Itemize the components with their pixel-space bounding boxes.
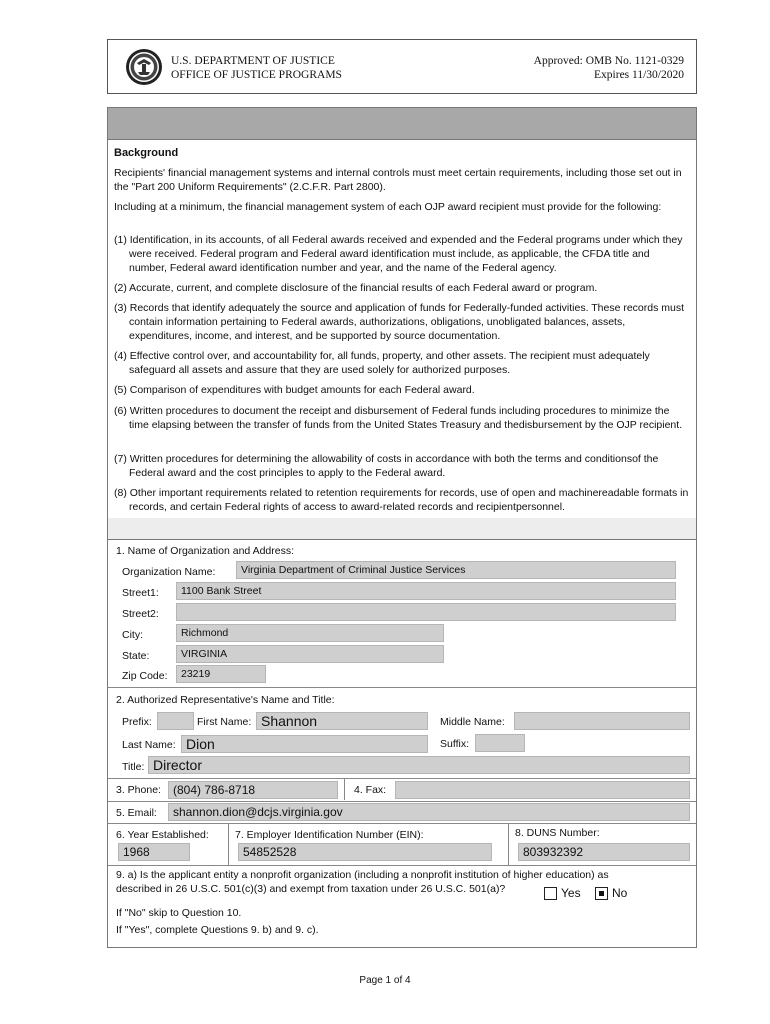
last-name-field[interactable]: Dion: [181, 735, 428, 753]
divider: [108, 778, 696, 779]
note-if-yes: If "Yes", complete Questions 9. b) and 9. c).: [116, 924, 319, 936]
year-established-label: 6. Year Established:: [116, 829, 209, 841]
divider: [108, 823, 696, 824]
street2-label: Street2:: [122, 608, 159, 620]
middle-name-field[interactable]: [514, 712, 690, 730]
middle-name-label: Middle Name:: [440, 716, 505, 728]
divider: [228, 823, 229, 865]
org-name-label: Organization Name:: [122, 566, 216, 578]
street2-field[interactable]: [176, 603, 676, 621]
divider: [108, 687, 696, 688]
year-established-field[interactable]: 1968: [118, 843, 190, 861]
state-field[interactable]: VIRGINIA: [176, 645, 444, 663]
email-field[interactable]: shannon.dion@dcjs.virginia.gov: [168, 803, 690, 821]
applicant-form: [107, 540, 697, 948]
phone-field[interactable]: (804) 786-8718: [168, 781, 338, 799]
last-name-label: Last Name:: [122, 739, 176, 751]
divider: [108, 801, 696, 802]
omb-approval: [534, 54, 684, 82]
background-intro-1: Recipients' financial management systems and internal controls must meet certain requirements, including those set out in the "Part 200 Uniform Requirements" (2.C.F.R. Part 2800).: [114, 167, 682, 193]
doj-seal-icon: [125, 48, 163, 86]
background-heading: Background: [114, 147, 179, 159]
prefix-label: Prefix:: [122, 716, 152, 728]
street1-label: Street1:: [122, 587, 159, 599]
divider: [508, 823, 509, 865]
yes-checkbox[interactable]: [544, 887, 557, 900]
requirement-item-7: (7) Written procedures for determining the allowability of costs in accordance with both the terms and conditionsof the Federal award and the cost principles to apply to the Federal award.: [114, 453, 659, 479]
state-label: State:: [122, 650, 150, 662]
page-number: Page 1 of 4: [359, 975, 411, 986]
divider: [344, 778, 345, 800]
title-field[interactable]: Director: [148, 756, 690, 774]
requirement-item-4: (4) Effective control over, and accountability for, all funds, property, and other assets. The recipient must adequately safeguard all assets and assure that they are used solely for authorized purposes.: [114, 350, 650, 376]
prefix-field[interactable]: [157, 712, 194, 730]
checkbox-checked-mark: [599, 891, 604, 896]
q1-label: 1. Name of Organization and Address:: [116, 545, 295, 557]
street1-field[interactable]: 1100 Bank Street: [176, 582, 676, 600]
city-label: City:: [122, 629, 143, 641]
form-header: [107, 39, 697, 94]
q9a-line-2: described in 26 U.S.C. 501(c)(3) and exempt from taxation under 26 U.S.C. 501(a)?: [116, 883, 506, 895]
section-title-bar: [107, 107, 697, 140]
omb-expiry: Expires 11/30/2020: [594, 69, 684, 81]
background-intro-2: Including at a minimum, the financial management system of each OJP award recipient must provide for the following:: [114, 201, 662, 213]
city-field[interactable]: Richmond: [176, 624, 444, 642]
suffix-label: Suffix:: [440, 738, 469, 750]
ein-field[interactable]: 54852528: [238, 843, 492, 861]
requirement-item-8: (8) Other important requirements related to retention requirements for records, use of open and machinereadable formats in records, and certain Federal rights of access to award-related records and recipientpersonnel.: [114, 487, 689, 513]
agency-line-1: U.S. DEPARTMENT OF JUSTICE: [171, 55, 335, 67]
requirement-item-1: (1) Identification, in its accounts, of all Federal awards received and expended and the Federal programs under which they were received. Federal program and Federal award identification must include, as applicable, the CFDA title and number, Federal award identification number and year, and the name of the Federal agency.: [114, 234, 683, 274]
suffix-field[interactable]: [475, 734, 525, 752]
zip-label: Zip Code:: [122, 670, 168, 682]
email-label: 5. Email:: [116, 807, 157, 819]
note-if-no: If "No" skip to Question 10.: [116, 907, 242, 919]
duns-label: 8. DUNS Number:: [515, 827, 600, 839]
background-section: [107, 140, 697, 518]
requirement-item-2: (2) Accurate, current, and complete disclosure of the financial results of each Federal award or program.: [114, 282, 598, 294]
first-name-field[interactable]: Shannon: [256, 712, 428, 730]
requirement-item-5: (5) Comparison of expenditures with budget amounts for each Federal award.: [114, 384, 475, 396]
omb-number: Approved: OMB No. 1121-0329: [533, 55, 684, 67]
agency-line-2: OFFICE OF JUSTICE PROGRAMS: [171, 69, 342, 81]
yes-label: Yes: [561, 886, 581, 900]
fax-field[interactable]: [395, 781, 690, 799]
requirement-item-3: (3) Records that identify adequately the source and application of funds for Federally-funded activities. These records must contain information pertaining to Federal awards, authorizations, obligations, unobligated balances, assets, expenditures, income, and interest, and be supported by source documentation.: [114, 302, 685, 342]
zip-field[interactable]: 23219: [176, 665, 266, 683]
ein-label: 7. Employer Identification Number (EIN):: [235, 829, 424, 841]
duns-field[interactable]: 803932392: [518, 843, 690, 861]
q2-label: 2. Authorized Representative's Name and Title:: [116, 694, 335, 706]
org-name-field[interactable]: Virginia Department of Criminal Justice Services: [236, 561, 676, 579]
phone-label: 3. Phone:: [116, 784, 161, 796]
title-label: Title:: [122, 761, 145, 773]
no-checkbox[interactable]: [595, 887, 608, 900]
agency-name: [171, 54, 342, 82]
section-separator: [107, 518, 697, 540]
q9a-line-1: 9. a) Is the applicant entity a nonprofit organization (including a nonprofit institution of higher education) as: [116, 869, 609, 881]
first-name-label: First Name:: [197, 716, 252, 728]
requirement-item-6: (6) Written procedures to document the receipt and disbursement of Federal funds including procedures to minimize the time elapsing between the transfer of funds from the United States Treasury and thedisbursement by the OJP recipient.: [114, 405, 683, 431]
fax-label: 4. Fax:: [354, 784, 387, 796]
divider: [108, 865, 696, 866]
no-label: No: [612, 886, 628, 900]
